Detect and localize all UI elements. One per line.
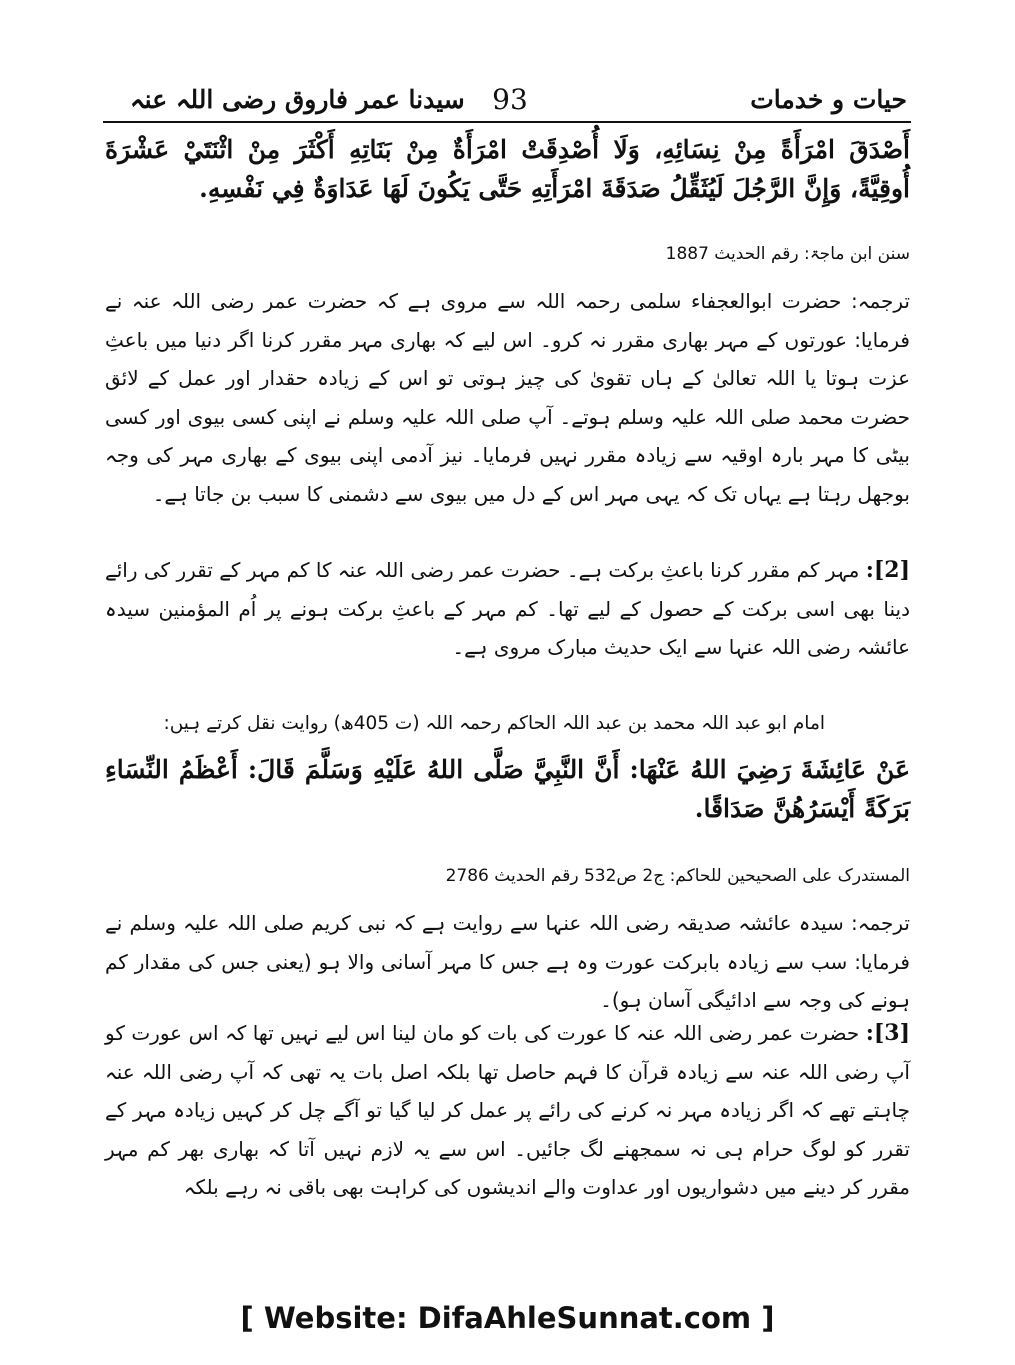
narration-intro: امام ابو عبد اللہ محمد بن عبد اللہ الحاکم رحمہ اللہ (ت 405ھ) روایت نقل کرتے ہیں: — [163, 713, 825, 734]
arabic-hadith-2: عَنْ عَائِشَةَ رَضِيَ اللهُ عَنْهَا: أَنَّ النَّبِيَّ صَلَّى اللهُ عَلَيْهِ وَسَلَّمَ قَالَ: أَعْظَمُ النِّسَاءِ بَرَكَةً أَيْسَرُهُنَّ صَدَاقًا. — [105, 755, 910, 823]
note-3 — [105, 1014, 910, 1207]
website-footer: [ Website: DifaAhleSunnat.com ] — [240, 1301, 775, 1335]
note-2-text: مہر کم مقرر کرنا باعثِ برکت ہے۔ حضرت عمر رضی اللہ عنہ کا کم مہر کے تقرر کی رائے دینا بھی اسی برکت کے حصول کے لیے تھا۔ کم مہر کے باعثِ برکت ہونے پر اُم المؤمنین سیدہ عائشہ رضی اللہ عنہا سے ایک حدیث مبارک مروی ہے۔ — [105, 558, 910, 659]
note-2 — [105, 551, 910, 667]
header-divider — [103, 121, 911, 123]
note-3-text: حضرت عمر رضی اللہ عنہ کا عورت کی بات کو مان لینا اس لیے نہیں تھا کہ اس عورت کو آپ رضی اللہ عنہ سے زیادہ قرآن کا فہم حاصل تھا بلکہ اصل بات یہ تھی کہ آپ رضی اللہ عنہ چاہتے تھے کہ اگر زیادہ مہر نہ کرنے کی رائے پر عمل کر لیا گیا تو آگے چل کر کہیں زیادہ مہر کے تقرر کو لوگ حرام ہی نہ سمجھنے لگ جائیں۔ اس سے یہ لازم نہیں آتا کہ بھاری بھر کم مہر مقرر کر دینے میں دشواریوں اور عداوت والے اندیشوں کی کراہت بھی باقی نہ رہے بلکہ — [105, 1021, 910, 1199]
translation-2: ترجمہ: سیدہ عائشہ صدیقہ رضی اللہ عنہا سے روایت ہے کہ نبی کریم صلی اللہ علیہ وسلم نے فرمایا: سب سے زیادہ بابرکت عورت وہ ہے جس کا مہر آسانی والا ہو (یعنی جس کی مقدار کم ہونے کی وجہ سے ادائیگی آسان ہو)۔ — [105, 911, 910, 1012]
page-number: 93 — [492, 83, 528, 116]
reference-1: سنن ابن ماجۃ: رقم الحدیث 1887 — [665, 244, 910, 264]
header-chapter-title: حیات و خدمات — [750, 85, 907, 114]
note-3-marker: [3]: — [865, 1020, 910, 1046]
translation-1: ترجمہ: حضرت ابوالعجفاء سلمی رحمہ اللہ سے مروی ہے کہ حضرت عمر رضی اللہ عنہ نے فرمایا: عورتوں کے مہر بھاری مقرر نہ کرو۔ اس لیے کہ بھاری مہر مقرر کرنا اگر دنیا میں باعثِ عزت ہوتا یا اللہ تعالیٰ کے ہاں تقویٰ کی چیز ہوتی تو اس کے زیادہ حقدار اور عمل کے لائق حضرت محمد صلی اللہ علیہ وسلم ہوتے۔ آپ صلی اللہ علیہ وسلم نے اپنی کسی بیوی اور کسی بیٹی کا مہر بارہ اوقیہ سے زیادہ مقرر نہیں فرمایا۔ نیز آدمی اپنی بیوی کے بھاری مہر کی وجہ بوجھل رہتا ہے یہاں تک کہ یہی مہر اس کے دل میں بیوی سے دشمنی کا سبب بن جاتا ہے۔ — [105, 289, 910, 506]
arabic-hadith-1: أَصْدَقَ امْرَأَةً مِنْ نِسَائِهِ، وَلَا أُصْدِقَتْ امْرَأَةٌ مِنْ بَنَاتِهِ أَكْثَرَ مِنْ اثْنَتَيْ عَشْرَةَ أُوقِيَّةً، وَإِنَّ الرَّجُلَ لَيُثَقِّلُ صَدَقَةَ امْرَأَتِهِ حَتَّى يَكُونَ لَهَا عَدَاوَةٌ فِي نَفْسِهِ. — [105, 135, 910, 203]
header-book-title: سیدنا عمر فاروق رضی اللہ عنہ — [130, 85, 465, 114]
note-2-marker: [2]: — [865, 557, 911, 583]
reference-2: المستدرک علی الصحیحین للحاکم: ج2 ص532 رقم الحدیث 2786 — [445, 866, 910, 886]
